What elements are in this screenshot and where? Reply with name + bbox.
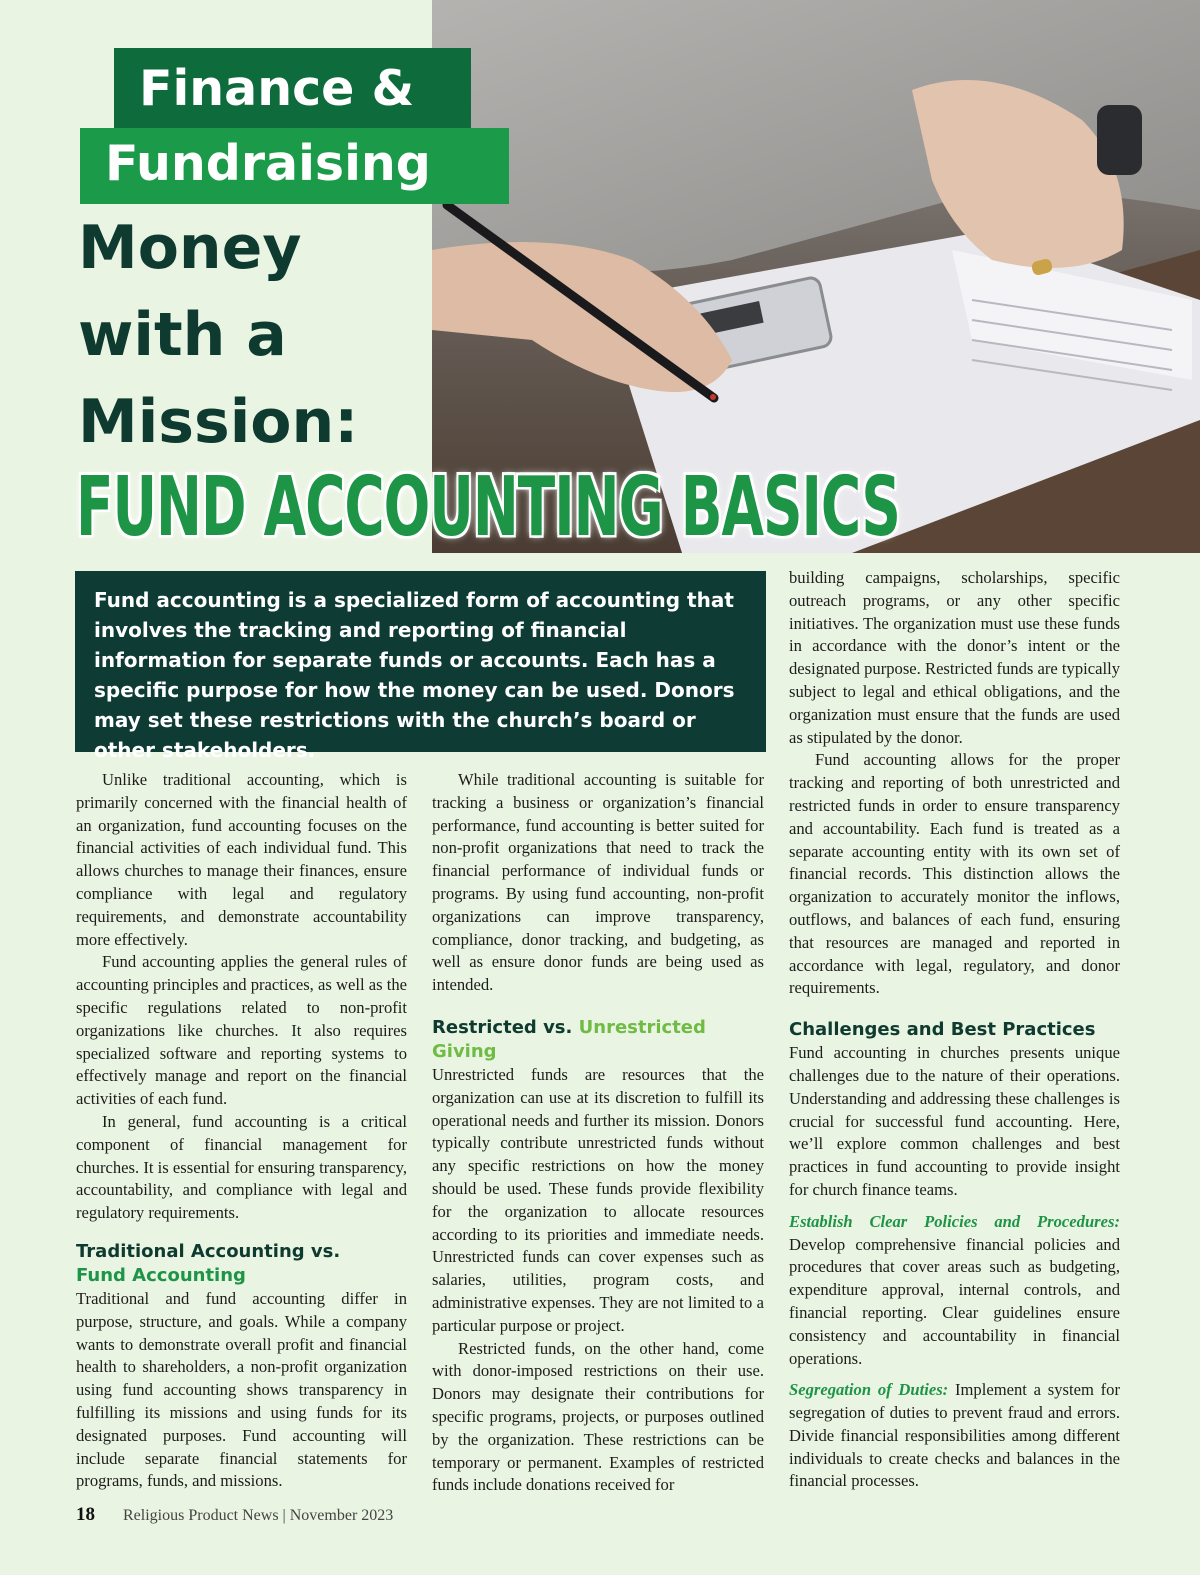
subheading-line-2: Fund Accounting bbox=[76, 1264, 246, 1286]
intro-box bbox=[75, 571, 766, 762]
paragraph: While traditional accounting is suitable for tracking a business or organization’s financial performance, fund accounting is better suited for non-profit organizations that need to track the financial performance of individual funds or programs. By using fund accounting, non-profit organizations can improve transparency, compliance, donor tracking, and budgeting, as well as ensure donor funds are being used as intended. bbox=[432, 770, 764, 995]
column-1 bbox=[76, 769, 407, 1493]
subheading-part-2: Unrestricted Giving bbox=[432, 1016, 706, 1062]
paragraph-segregation bbox=[789, 1379, 1120, 1493]
subheading-challenges: Challenges and Best Practices bbox=[789, 1019, 1096, 1041]
paragraph: Unrestricted funds are resources that the organization can use at its discretion to fulfill its operational needs and further its mission. Donors typically contribute unrestricted funds without any specific restrictions on how the money should be used. These funds provide flexibility for the organization to allocate resources according to its priorities and immediate needs. Unrestricted funds can cover expenses such as salaries, utilities, program costs, and administrative expenses. They are not limited to a particular purpose or project. bbox=[432, 1064, 764, 1335]
paragraph-policies bbox=[789, 1211, 1120, 1371]
page-footer bbox=[76, 1504, 393, 1526]
column-2 bbox=[432, 769, 764, 1497]
paragraph: Restricted funds, on the other hand, come with donor-imposed restrictions on their use. Donors may designate their contributions for specific programs, projects, or purposes outlined by the organization. These restrictions can be temporary or permanent. Examples of restricted funds include donations received for bbox=[432, 1338, 764, 1495]
subheading-line-1: Traditional Accounting vs. bbox=[76, 1240, 341, 1262]
paragraph: Fund accounting allows for the proper tracking and reporting of both unrestricted and restricted funds in order to ensure transparency and accountability. Each fund is treated as a separate accounting entity with its own set of financial records. This distinction allows the organization to accurately monitor the inflows, outflows, and balances of each fund, ensuring that resources are managed and reported in accordance with legal, regulatory, and donor requirements. bbox=[789, 750, 1120, 998]
publication-line: Religious Product News | November 2023 bbox=[123, 1507, 394, 1524]
paragraph: building campaigns, scholarships, specific outreach programs, or any other specific initiatives. The organization must use these funds in accordance with the donor’s intent or the designated purpose. Restricted funds are typically subject to legal and ethical obligations, and the organization must ensure that the funds are used as stipulated by the donor. bbox=[789, 568, 1120, 747]
paragraph: Unlike traditional accounting, which is primarily concerned with the financial health of an organization, fund accounting focuses on the financial activities of each individual fund. This allows churches to manage their finances, ensure compliance with legal and regulatory requirements, and demonstrate accountability more effectively. bbox=[76, 770, 407, 949]
title-line-2: with a bbox=[78, 300, 287, 370]
run-in-heading: Segregation of Duties: bbox=[789, 1380, 949, 1400]
intro-text: Fund accounting is a specialized form of accounting that involves the tracking and reporting of financial information for separate funds or accounts. Each has a specific purpose for how the money can be used. Donors may set these restrictions with the church’s board or other stakeholders. bbox=[94, 588, 735, 762]
page-number: 18 bbox=[76, 1504, 95, 1525]
article-title bbox=[78, 205, 358, 466]
subheading-traditional-vs-fund bbox=[76, 1240, 407, 1288]
paragraph: In general, fund accounting is a critical component of financial management for churches. It is essential for ensuring transparency, accountability, and compliance with legal and regulatory requirements. bbox=[76, 1111, 407, 1223]
section-tag-line2: Fundraising bbox=[105, 135, 431, 192]
paragraph: Fund accounting in churches presents unique challenges due to the nature of their operations. Understanding and addressing these challenges is crucial for successful fund accounting. Here, we’ll explore common challenges and best practices in fund accounting to provide insight for church finance teams. bbox=[789, 1043, 1120, 1199]
column-3 bbox=[789, 567, 1120, 1493]
paragraph-body: Implement a system for segregation of duties to prevent fraud and errors. Divide financial responsibilities among different individuals to create checks and balances in the financial processes. bbox=[789, 1380, 1120, 1491]
run-in-heading: Establish Clear Policies and Procedures: bbox=[789, 1211, 1120, 1231]
subheading-part-1: Restricted vs. bbox=[432, 1016, 573, 1038]
paragraph: Traditional and fund accounting differ in purpose, structure, and goals. While a company wants to demonstrate overall profit and financial health to shareholders, a non-profit organization using fund accounting shows transparency in fulfilling its missions and using funds for its designated purposes. Fund accounting will include separate financial statements for programs, funds, and missions. bbox=[76, 1288, 407, 1491]
title-line-3: Mission: bbox=[78, 387, 359, 457]
paragraph: Fund accounting applies the general rules of accounting principles and practices, as well as the specific regulations related to non-profit organizations like churches. It also requires specialized software and reporting systems to effectively manage and report on the financial activities of each fund. bbox=[76, 952, 407, 1109]
headline: FUND ACCOUNTING BASICS bbox=[76, 459, 900, 556]
section-tag-line1: Finance & bbox=[139, 60, 415, 117]
section-tag-finance bbox=[114, 48, 471, 130]
section-tag-fundraising bbox=[80, 128, 509, 204]
paragraph-body: Develop comprehensive financial policies and procedures that cover areas such as budgeting, expenditure approval, internal controls, and financial reporting. Clear guidelines ensure consistency and accountability in financial operations. bbox=[789, 1234, 1120, 1368]
subheading-restricted-vs-unrestricted bbox=[432, 1016, 764, 1064]
title-line-1: Money bbox=[78, 213, 302, 283]
